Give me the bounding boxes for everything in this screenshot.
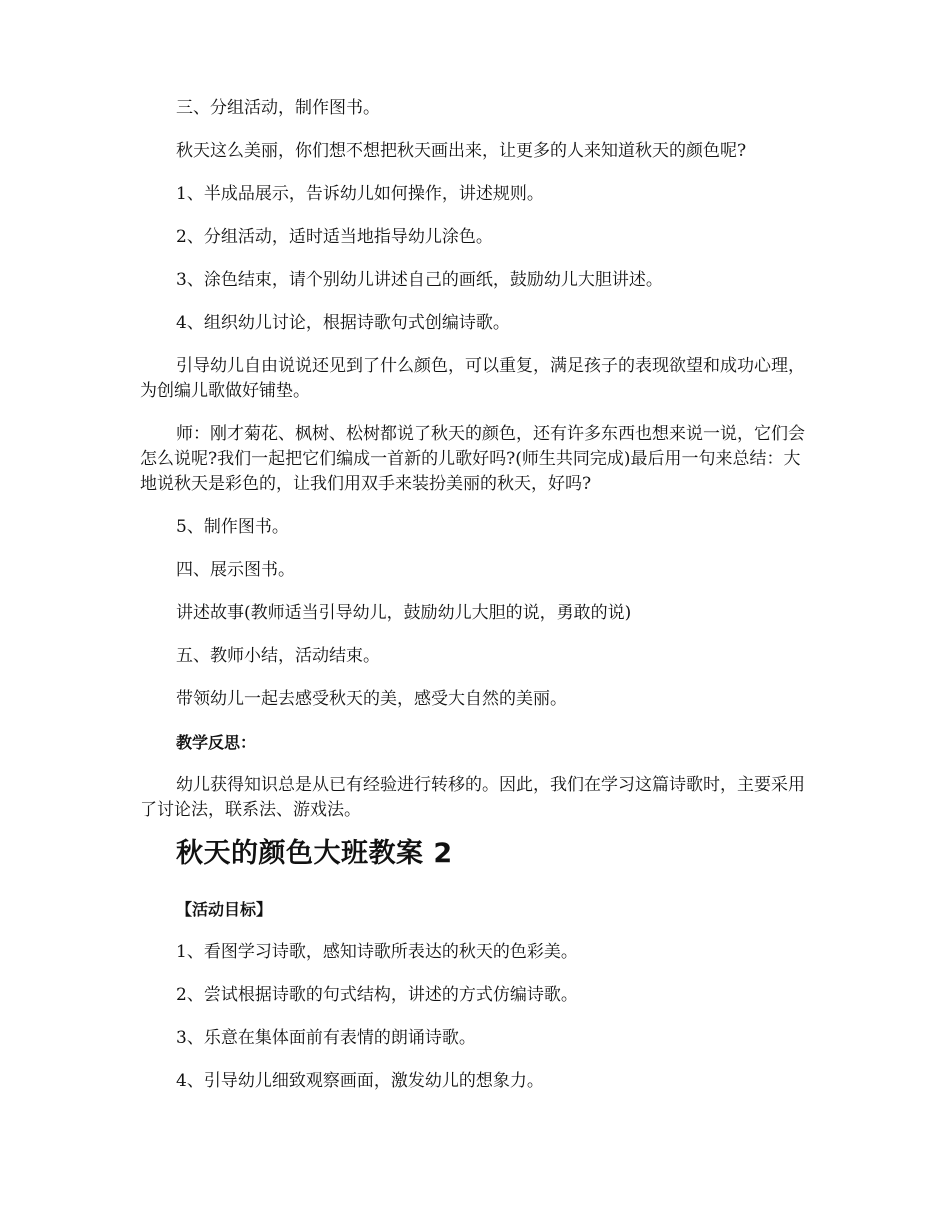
paragraph-teacher: 师：刚才菊花、枫树、松树都说了秋天的颜色，还有许多东西也想来说一说，它们会怎么说呢?我们一起把它们编成一首新的儿歌好吗?(师生共同完成)最后用一句来总结：大地说秋天是彩色的，让我们用双手来装扮美丽的秋天，好吗? bbox=[140, 424, 805, 494]
goal-4: 4、引导幼儿细致观察画面，激发幼儿的想象力。 bbox=[176, 1071, 544, 1091]
step-2: 2、分组活动，适时适当地指导幼儿涂色。 bbox=[176, 227, 493, 247]
step-1: 1、半成品展示，告诉幼儿如何操作，讲述规则。 bbox=[176, 184, 544, 204]
section-heading-4: 四、展示图书。 bbox=[176, 560, 295, 580]
document-title: 秋天的颜色大班教案 2 bbox=[176, 838, 453, 869]
document-content bbox=[140, 96, 812, 1112]
step-5: 5、制作图书。 bbox=[176, 517, 289, 537]
step-3: 3、涂色结束，请个别幼儿讲述自己的画纸，鼓励幼儿大胆讲述。 bbox=[176, 270, 663, 290]
goal-3: 3、乐意在集体面前有表情的朗诵诗歌。 bbox=[176, 1028, 476, 1048]
paragraph-closing: 带领幼儿一起去感受秋天的美，感受大自然的美丽。 bbox=[176, 689, 567, 709]
step-4: 4、组织幼儿讨论，根据诗歌句式创编诗歌。 bbox=[176, 313, 510, 333]
paragraph-story: 讲述故事(教师适当引导幼儿，鼓励幼儿大胆的说，勇敢的说) bbox=[176, 603, 632, 623]
section-heading-5: 五、教师小结，活动结束。 bbox=[176, 646, 380, 666]
goal-1: 1、看图学习诗歌，感知诗歌所表达的秋天的色彩美。 bbox=[176, 942, 578, 962]
goals-title: 【活动目标】 bbox=[176, 900, 273, 919]
paragraph-guide: 引导幼儿自由说说还见到了什么颜色，可以重复，满足孩子的表现欲望和成功心理，为创编儿歌做好铺垫。 bbox=[140, 356, 805, 401]
goal-2: 2、尝试根据诗歌的句式结构，讲述的方式仿编诗歌。 bbox=[176, 985, 578, 1005]
paragraph-intro: 秋天这么美丽，你们想不想把秋天画出来，让更多的人来知道秋天的颜色呢? bbox=[176, 141, 747, 161]
paragraph-reflection: 幼儿获得知识总是从已有经验进行转移的。因此，我们在学习这篇诗歌时，主要采用了讨论法，联系法、游戏法。 bbox=[140, 775, 805, 820]
section-heading-3: 三、分组活动，制作图书。 bbox=[176, 98, 380, 118]
reflection-title: 教学反思： bbox=[176, 733, 257, 752]
